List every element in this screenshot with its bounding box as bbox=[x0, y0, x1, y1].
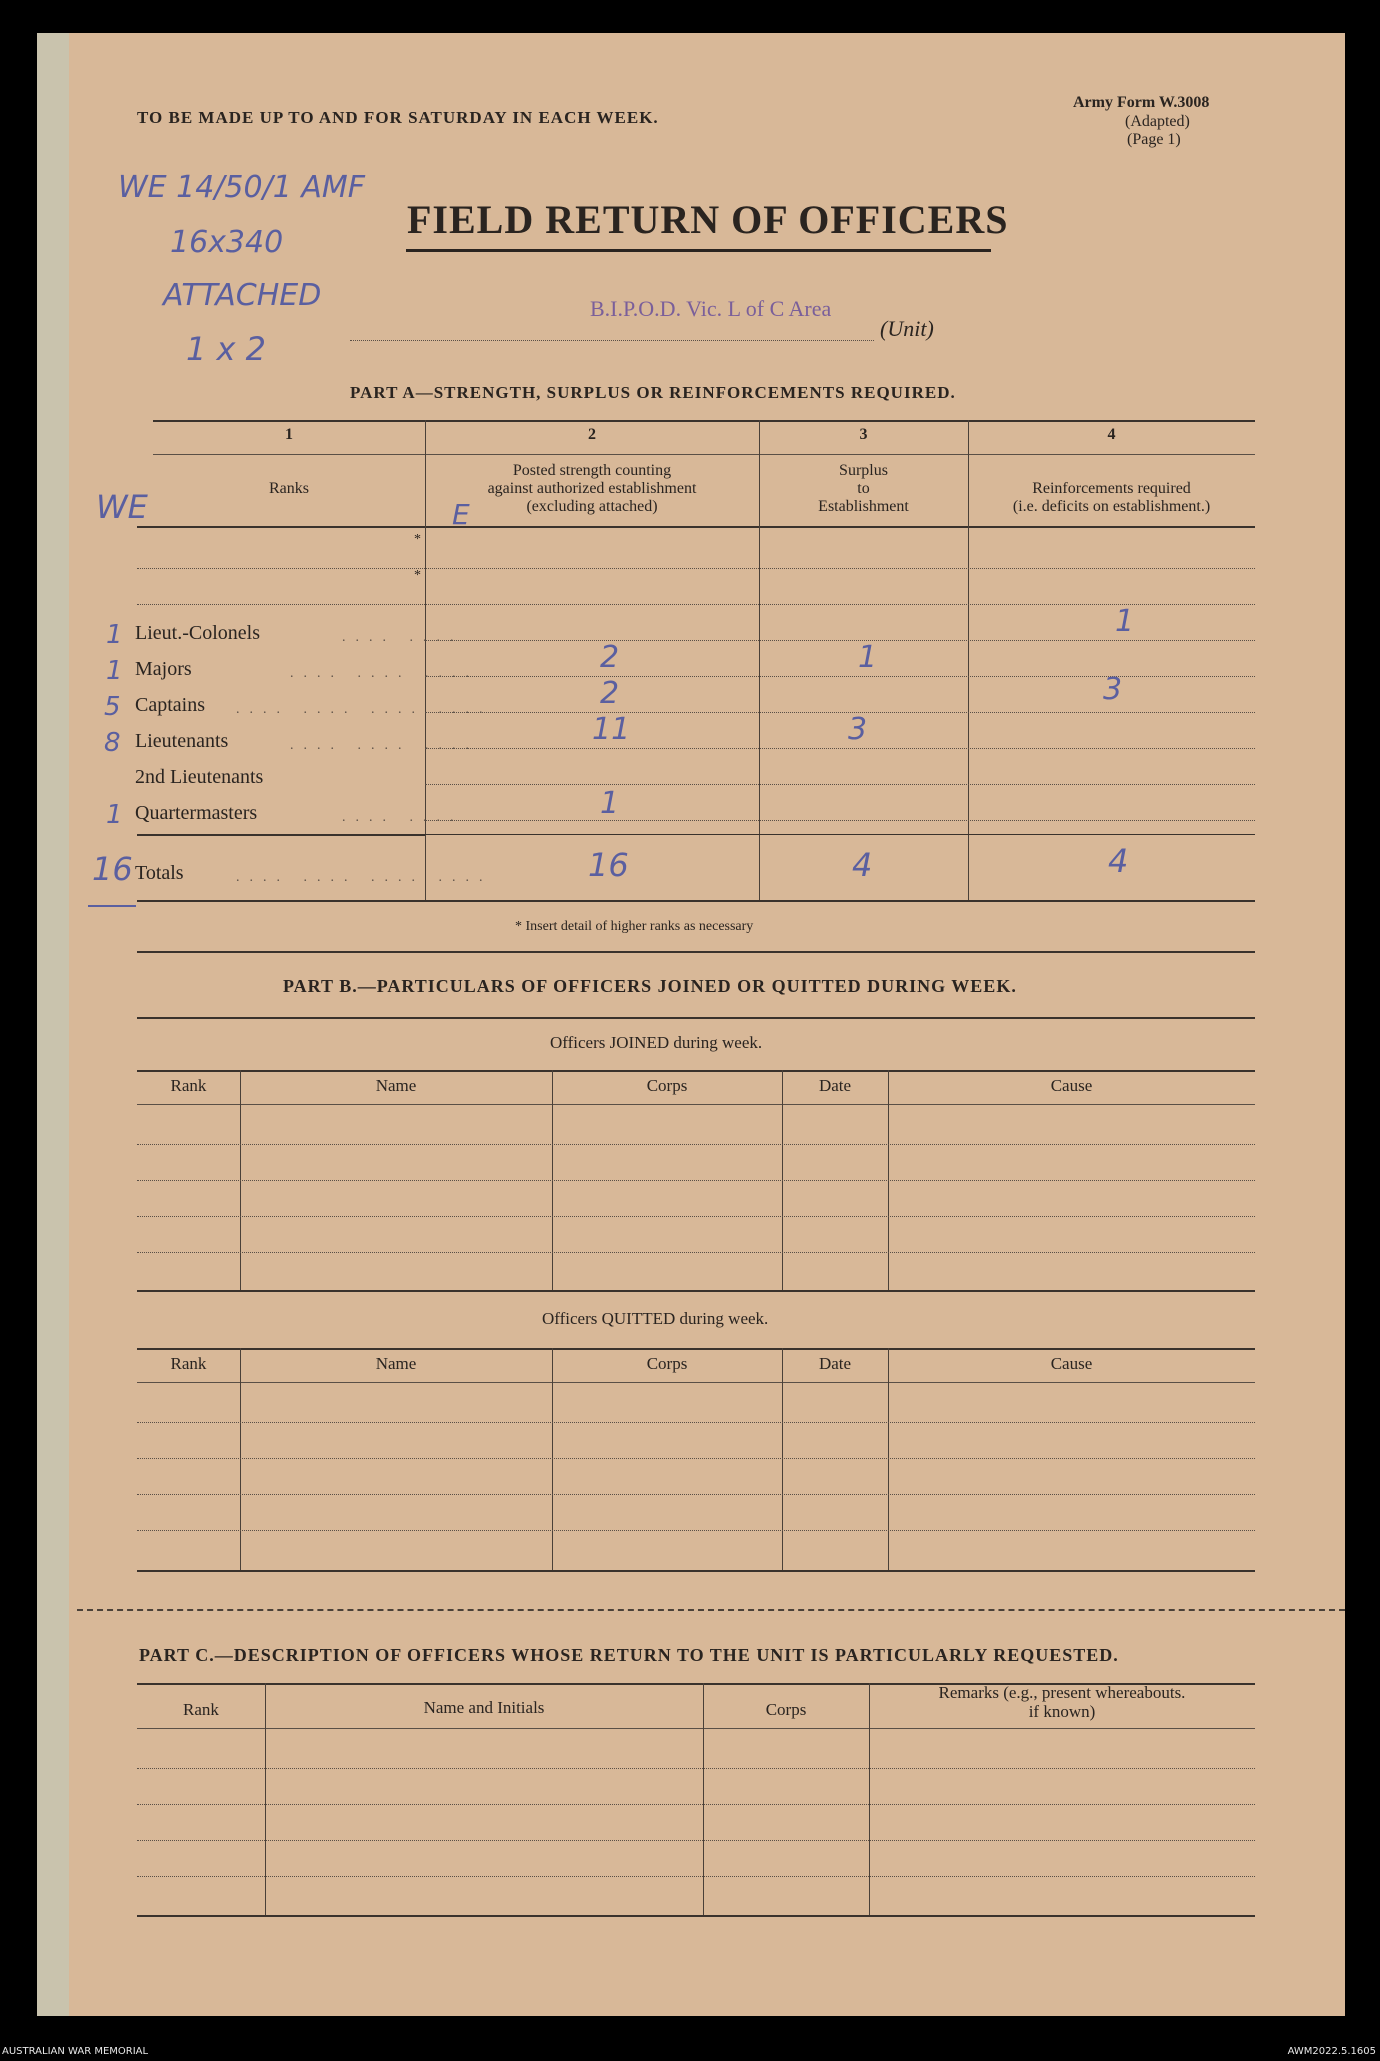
rank-block-bottom bbox=[137, 834, 425, 836]
col-header-posted bbox=[425, 462, 759, 516]
row-line bbox=[425, 784, 1255, 785]
star-marker: * bbox=[414, 532, 421, 547]
row-line bbox=[425, 640, 1255, 641]
part-c-col-divider bbox=[703, 1683, 704, 1915]
unit-value: B.I.P.O.D. Vic. L of C Area bbox=[590, 296, 832, 321]
posted-value: 2 bbox=[600, 640, 620, 675]
footer-accession: AWM2022.5.1605 bbox=[1287, 2046, 1376, 2057]
dot-leader: .... .... .... .... bbox=[236, 870, 493, 885]
quitted-col-divider bbox=[888, 1348, 889, 1570]
handwritten-we: WE bbox=[96, 488, 148, 526]
row-line bbox=[137, 1530, 1255, 1531]
quitted-col-divider bbox=[240, 1348, 241, 1570]
handwritten-note: ATTACHED bbox=[163, 278, 322, 313]
posted-total: 16 bbox=[588, 846, 629, 884]
handwritten-note: 16x340 bbox=[170, 225, 284, 260]
part-c-col-rank: Rank bbox=[183, 1700, 219, 1719]
unit-line bbox=[350, 340, 874, 341]
posted-value: 11 bbox=[592, 712, 631, 747]
instruction-text: TO BE MADE UP TO AND FOR SATURDAY IN EACH WEEK. bbox=[137, 108, 659, 127]
totals-label: Totals bbox=[135, 862, 184, 884]
footer-institution: AUSTRALIAN WAR MEMORIAL bbox=[2, 2046, 149, 2057]
total-underline bbox=[88, 905, 136, 907]
dot-leader: .... .... .... bbox=[290, 666, 479, 681]
joined-table-top bbox=[137, 1070, 1255, 1072]
col-header-line: Posted strength counting bbox=[512, 462, 672, 479]
col-header-line: against authorized establishment bbox=[487, 480, 697, 497]
col-header-line: if known) bbox=[1028, 1702, 1096, 1721]
row-line bbox=[137, 1494, 1255, 1495]
joined-col-rank: Rank bbox=[170, 1076, 207, 1095]
star-marker: * bbox=[414, 568, 421, 583]
col-header-ranks: Ranks bbox=[269, 480, 309, 497]
handwritten-we-count: 8 bbox=[104, 728, 121, 758]
dot-leader: .... .... .... bbox=[290, 738, 479, 753]
part-b-title-line bbox=[137, 1017, 1255, 1019]
col-number: 3 bbox=[859, 426, 868, 443]
row-line bbox=[137, 1422, 1255, 1423]
quitted-col-corps: Corps bbox=[646, 1354, 688, 1373]
row-line bbox=[425, 820, 1255, 821]
table-a-bottom bbox=[137, 900, 1255, 902]
quitted-col-divider bbox=[782, 1348, 783, 1570]
surplus-value: 1 bbox=[858, 640, 878, 675]
quitted-col-cause: Cause bbox=[1050, 1354, 1093, 1373]
joined-col-date: Date bbox=[818, 1076, 852, 1095]
part-c-header-line bbox=[137, 1728, 1255, 1729]
col-header-line: Reinforcements required bbox=[1032, 480, 1191, 497]
row-line bbox=[137, 1804, 1255, 1805]
handwritten-we-total: 16 bbox=[92, 850, 133, 888]
row-line bbox=[137, 1876, 1255, 1877]
dot-leader: .... .... bbox=[342, 810, 464, 825]
col-header-line: Establishment bbox=[818, 498, 909, 515]
row-line bbox=[425, 748, 1255, 749]
table-a-top bbox=[153, 420, 1255, 422]
part-a-title: PART A—STRENGTH, SURPLUS OR REINFORCEMENTS REQUIRED. bbox=[350, 383, 956, 402]
row-line bbox=[137, 604, 1255, 605]
part-c-col-divider bbox=[265, 1683, 266, 1915]
joined-col-name: Name bbox=[375, 1076, 417, 1095]
form-number: Army Form W.3008 bbox=[1073, 94, 1210, 111]
col-header-surplus bbox=[759, 462, 968, 516]
row-line bbox=[137, 1840, 1255, 1841]
perforation-line bbox=[77, 1609, 1345, 1611]
part-c-table-bottom bbox=[137, 1915, 1255, 1917]
part-a-footnote: * Insert detail of higher ranks as necessary bbox=[515, 919, 754, 934]
quitted-col-name: Name bbox=[375, 1354, 417, 1373]
joined-header-line bbox=[137, 1104, 1255, 1105]
part-c-col-corps: Corps bbox=[765, 1700, 807, 1719]
row-line bbox=[137, 1180, 1255, 1181]
row-line bbox=[137, 1216, 1255, 1217]
quitted-table-top bbox=[137, 1348, 1255, 1350]
handwritten-we-count: 1 bbox=[106, 656, 123, 686]
handwritten-note: 1 x 2 bbox=[186, 330, 266, 368]
table-a-numrow-line bbox=[153, 454, 1255, 455]
reinforcements-total: 4 bbox=[1108, 842, 1129, 880]
joined-title: Officers JOINED during week. bbox=[550, 1033, 763, 1052]
quitted-title: Officers QUITTED during week. bbox=[542, 1309, 769, 1328]
quitted-header-line bbox=[137, 1382, 1255, 1383]
reinforcements-value: 3 bbox=[1103, 672, 1123, 707]
surplus-total: 4 bbox=[852, 846, 873, 884]
row-line bbox=[137, 1252, 1255, 1253]
rank-label: Majors bbox=[135, 658, 192, 680]
quitted-table-bottom bbox=[137, 1570, 1255, 1572]
unit-label: (Unit) bbox=[880, 316, 934, 341]
col-header-line: Remarks (e.g., present whereabouts. bbox=[938, 1683, 1186, 1702]
row-line bbox=[137, 568, 1255, 569]
rank-block-bottom bbox=[425, 834, 1255, 835]
col-number: 1 bbox=[285, 426, 293, 443]
part-c-col-remarks bbox=[869, 1683, 1255, 1721]
posted-value: 2 bbox=[600, 676, 620, 711]
col-number: 2 bbox=[588, 426, 596, 443]
quitted-col-divider bbox=[552, 1348, 553, 1570]
joined-table-bottom bbox=[137, 1290, 1255, 1292]
dot-leader: .... .... bbox=[342, 630, 464, 645]
row-line bbox=[137, 1768, 1255, 1769]
col-header-line: Surplus bbox=[839, 462, 888, 479]
sheet-edge bbox=[37, 33, 69, 2016]
rank-label: Quartermasters bbox=[135, 802, 258, 824]
handwritten-note: WE 14/50/1 AMF bbox=[118, 170, 366, 205]
table-a-header-line bbox=[137, 526, 1255, 528]
col-header-reinforcements bbox=[968, 480, 1255, 516]
rank-label: Captains bbox=[135, 694, 205, 716]
page-title: FIELD RETURN OF OFFICERS bbox=[407, 197, 1009, 242]
reinforcements-value: 1 bbox=[1115, 604, 1135, 639]
form-adapted: (Adapted) bbox=[1125, 113, 1190, 130]
handwritten-e: E bbox=[452, 498, 470, 531]
rank-label: Lieutenants bbox=[135, 730, 229, 752]
handwritten-we-count: 1 bbox=[106, 800, 123, 830]
dot-leader: .... .... .... .... bbox=[236, 702, 493, 717]
part-c-title: PART C.—DESCRIPTION OF OFFICERS WHOSE RETURN TO THE UNIT IS PARTICULARLY REQUESTED. bbox=[139, 1645, 1119, 1665]
rank-label: Lieut.-Colonels bbox=[135, 622, 260, 644]
row-line bbox=[137, 1458, 1255, 1459]
part-b-title: PART B.—PARTICULARS OF OFFICERS JOINED OR QUITTED DURING WEEK. bbox=[283, 976, 1017, 996]
part-c-col-name: Name and Initials bbox=[423, 1698, 545, 1717]
row-line bbox=[425, 712, 1255, 713]
part-a-end-line bbox=[137, 951, 1255, 953]
form-page: (Page 1) bbox=[1127, 131, 1181, 148]
col-number: 4 bbox=[1107, 426, 1116, 443]
joined-col-corps: Corps bbox=[646, 1076, 688, 1095]
quitted-col-rank: Rank bbox=[170, 1354, 207, 1373]
handwritten-we-count: 1 bbox=[106, 620, 123, 650]
title-underline bbox=[406, 249, 991, 252]
handwritten-we-count: 5 bbox=[104, 692, 121, 722]
surplus-value: 3 bbox=[848, 712, 868, 747]
col-header-line: (i.e. deficits on establishment.) bbox=[1012, 498, 1211, 515]
part-c-col-divider bbox=[869, 1683, 870, 1915]
quitted-col-date: Date bbox=[818, 1354, 852, 1373]
rank-label: 2nd Lieutenants bbox=[135, 766, 264, 788]
joined-col-cause: Cause bbox=[1050, 1076, 1093, 1095]
posted-value: 1 bbox=[600, 786, 620, 821]
col-header-line: to bbox=[857, 480, 870, 497]
row-line bbox=[425, 676, 1255, 677]
col-header-line: (excluding attached) bbox=[526, 498, 658, 515]
row-line bbox=[137, 1144, 1255, 1145]
